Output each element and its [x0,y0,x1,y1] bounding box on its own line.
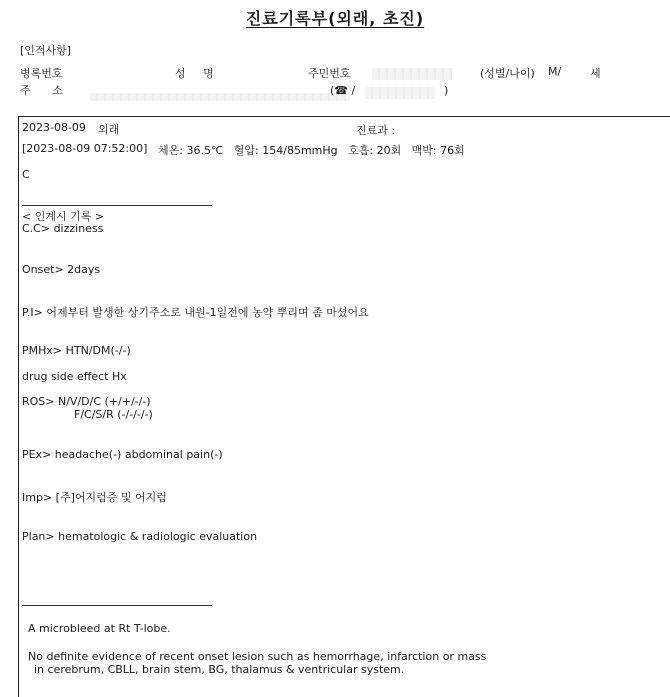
handover-heading: < 인계시 기록 > [22,210,105,223]
document-title: 진료기록부(외래, 초진) [245,9,425,28]
name-label: 성 명 [175,67,214,80]
divider-bottom [22,605,212,606]
address-label: 주 소 [20,84,63,97]
divider-top [22,205,212,206]
present-illness: P.I> 어제부터 발생한 상기주소로 내원-1일전에 농약 뿌리며 좀 마셨어요 [22,306,369,319]
phone-redaction [365,87,435,99]
address-redaction [90,93,350,101]
past-medical-history: PMHx> HTN/DM(-/-) [22,344,131,357]
chief-complaint: C.C> dizziness [22,222,104,235]
phone-open: (☎ / [330,84,356,97]
sex-age-label: (성별/나이) [480,67,535,80]
chart-number-label: 병록번호 [20,67,63,80]
vitals-timestamp: [2023-08-09 07:52:00] [22,142,148,155]
finding-line-1: A microbleed at Rt T-lobe. [28,622,171,635]
age-unit: 세 [590,67,601,80]
visit-date: 2023-08-09 [22,121,86,134]
sex-value: M/ [548,65,562,78]
vital-signs: 체온: 36.5℃ 혈압: 154/85mmHg 호흡: 20회 맥박: 76회 [158,144,465,157]
finding-line-3: in cerebrum, CBLL, brain stem, BG, thalamus & ventricular system. [34,663,405,676]
drug-side-effect-history: drug side effect Hx [22,370,127,383]
note-c: C [22,168,30,181]
rrn-redaction [372,68,452,80]
department-label: 진료과 : [356,124,396,137]
physical-exam: PEx> headache(-) abdominal pain(-) [22,448,223,461]
review-of-systems-2: F/C/S/R (-/-/-/-) [74,408,153,421]
plan: Plan> hematologic & radiologic evaluation [22,530,258,543]
personal-info-heading: [인적사항] [20,44,72,57]
onset: Onset> 2days [22,263,101,276]
review-of-systems-1: ROS> N/V/D/C (+/+/-/-) [22,395,151,408]
impression: Imp> [주]어지럼증 및 어지럼 [22,491,167,504]
visit-type: 외래 [98,123,120,136]
phone-close: ) [444,84,449,97]
finding-line-2: No definite evidence of recent onset lesion such as hemorrhage, infarction or mass [28,650,487,663]
rrn-label: 주민번호 [308,67,351,80]
